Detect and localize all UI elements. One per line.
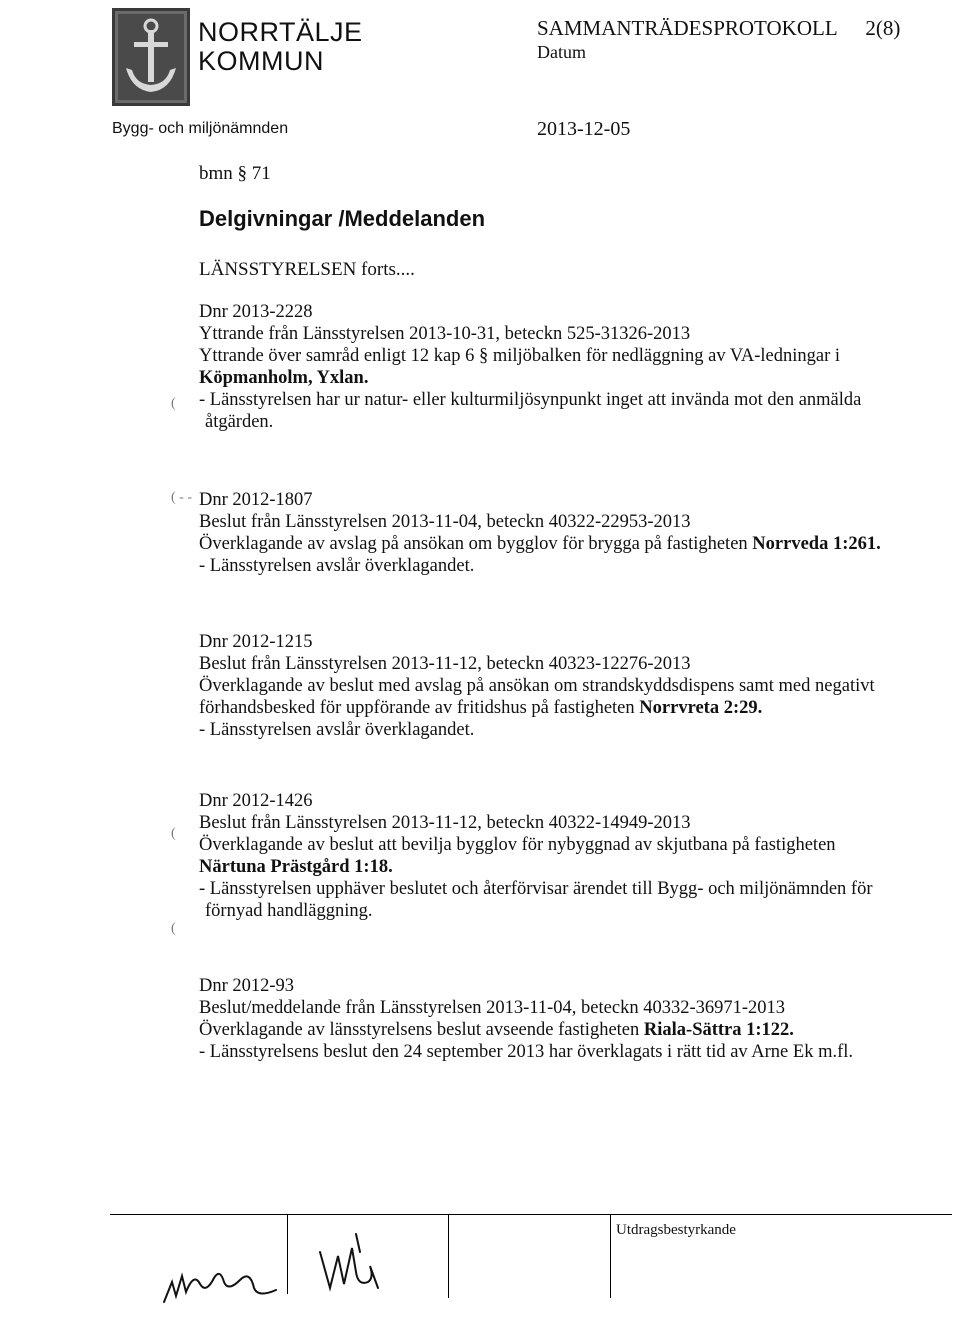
entry-decision: - Länsstyrelsen avslår överklagandet.	[199, 720, 475, 740]
entry-dnr: Dnr 2012-1215	[199, 632, 313, 652]
municipality-name	[198, 18, 363, 76]
margin-mark: ( - -	[171, 490, 192, 505]
page-title: Delgivningar /Meddelanden	[199, 206, 486, 231]
margin-mark: (	[171, 826, 176, 841]
entry-dnr: Dnr 2012-93	[199, 976, 295, 996]
entry-dnr: Dnr 2012-1426	[199, 791, 313, 811]
footer-rule	[110, 1214, 952, 1215]
entry-decision: - Länsstyrelsen har ur natur- eller kulturmiljösynpunkt inget att invända mot den anmälda	[199, 390, 862, 410]
entry-dnr-2013-2228	[199, 301, 861, 433]
entry-decision: - Länsstyrelsen upphäver beslutet och återförvisar ärendet till Bygg- och miljönämnden för	[199, 879, 873, 899]
footer-divider	[448, 1214, 449, 1298]
entry-dnr-2012-1215	[199, 631, 875, 741]
entry-dnr-2012-1807	[199, 489, 881, 577]
entry-text: Överklagande av länsstyrelsens beslut avseende fastigheten	[199, 1020, 640, 1040]
entry-line: Beslut/meddelande från Länsstyrelsen 2013-11-04, beteckn 40332-36971-2013	[199, 998, 786, 1018]
entry-line: Yttrande från Länsstyrelsen 2013-10-31, beteckn 525-31326-2013	[199, 324, 691, 344]
municipality-logo	[112, 8, 190, 106]
entry-text: Överklagande av avslag på ansökan om bygglov för brygga på fastigheten	[199, 534, 748, 554]
section-reference: bmn § 71	[199, 163, 271, 184]
org-line-1: NORRTÄLJE	[198, 17, 363, 47]
certification-label: Utdragsbestyrkande	[616, 1222, 736, 1238]
entry-place: Norrvreta 2:29.	[639, 698, 763, 718]
margin-mark: (	[171, 921, 176, 936]
signature-initials-2	[312, 1222, 392, 1302]
entry-dnr: Dnr 2013-2228	[199, 302, 313, 322]
entry-line: Överklagande av beslut med avslag på ansökan om strandskyddsdispens samt med negativt	[199, 676, 875, 696]
entry-decision: - Länsstyrelsen avslår överklagandet.	[199, 556, 475, 576]
department-name: Bygg- och miljönämnden	[112, 120, 289, 137]
entry-decision: förnyad handläggning.	[205, 901, 373, 921]
margin-mark: (	[171, 396, 176, 411]
org-line-2: KOMMUN	[198, 46, 324, 76]
protocol-title	[537, 16, 900, 41]
protocol-label: SAMMANTRÄDESPROTOKOLL	[537, 16, 837, 40]
meeting-date: 2013-12-05	[537, 118, 631, 140]
entry-line-with-place	[199, 697, 875, 719]
entry-place: Köpmanholm, Yxlan.	[199, 368, 369, 388]
subheading: LÄNSSTYRELSEN forts....	[199, 259, 415, 280]
entry-dnr: Dnr 2012-1807	[199, 490, 313, 510]
footer-divider	[610, 1214, 611, 1298]
entry-dnr-2012-93	[199, 975, 853, 1063]
entry-line: Beslut från Länsstyrelsen 2013-11-04, beteckn 40322-22953-2013	[199, 512, 691, 532]
entry-line: Beslut från Länsstyrelsen 2013-11-12, beteckn 40323-12276-2013	[199, 654, 691, 674]
entry-place: Riala-Sättra 1:122.	[643, 1020, 794, 1040]
entry-line: Yttrande över samråd enligt 12 kap 6 § miljöbalken för nedläggning av VA-ledningar i	[199, 346, 841, 366]
entry-text: förhandsbesked för uppförande av fritidshus på fastigheten	[199, 698, 635, 718]
date-label: Datum	[537, 42, 586, 62]
entry-line-with-place	[199, 1019, 853, 1041]
entry-decision: - Länsstyrelsens beslut den 24 september 2013 har överklagats i rätt tid av Arne Ek m.fl.	[199, 1042, 854, 1062]
entry-place: Närtuna Prästgård 1:18.	[199, 857, 393, 877]
entry-line: Överklagande av beslut att bevilja bygglov för nybyggnad av skjutbana på fastigheten	[199, 835, 836, 855]
entry-place: Norrveda 1:261.	[752, 534, 881, 554]
entry-line-with-place	[199, 533, 881, 555]
entry-dnr-2012-1426	[199, 790, 873, 922]
entry-decision: åtgärden.	[205, 412, 274, 432]
signature-initials-1	[150, 1232, 290, 1312]
page-number: 2(8)	[865, 16, 901, 40]
entry-line: Beslut från Länsstyrelsen 2013-11-12, beteckn 40322-14949-2013	[199, 813, 691, 833]
